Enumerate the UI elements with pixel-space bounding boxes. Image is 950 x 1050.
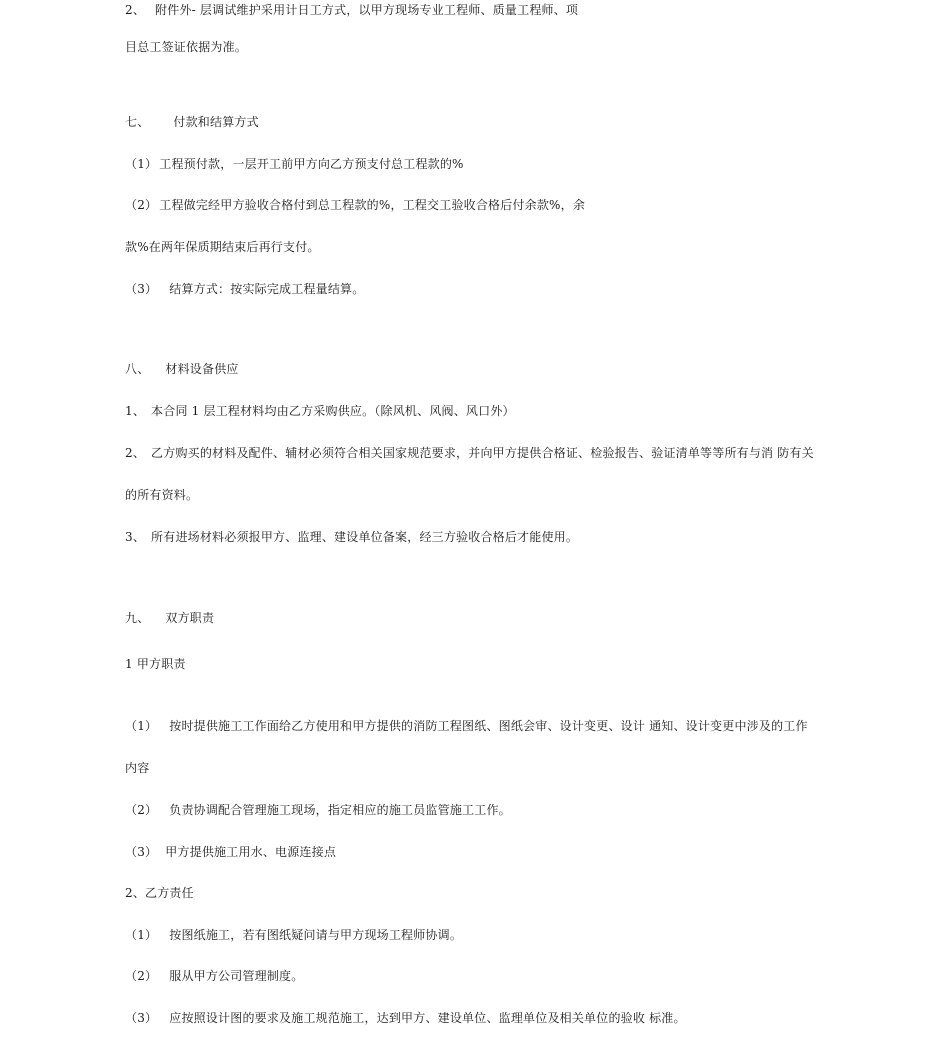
item-text: 甲方提供施工用水、电源连接点 — [165, 845, 337, 859]
item-number: 3、 — [125, 530, 146, 544]
item-number: （3） — [125, 845, 158, 859]
section-9-heading — [125, 610, 214, 626]
item-number: （3） — [125, 282, 158, 296]
clause-9a-item-2 — [125, 802, 511, 818]
item-text: 附件外- 层调试维护采用计日工方式，以甲方现场专业工程师、质量工程师、项 — [155, 3, 579, 17]
clause-9b-item-3 — [125, 1010, 686, 1026]
item-number: （2） — [125, 803, 158, 817]
item-number: （2） — [125, 969, 158, 983]
item-number: （1） — [125, 719, 158, 733]
clause-9b-item-2 — [125, 968, 303, 984]
clause-8-item-2 — [125, 445, 814, 461]
clause-7-item-1 — [125, 156, 464, 172]
section-number: 七、 — [125, 115, 150, 129]
item-number: （2） — [125, 198, 158, 212]
subsection-party-b: 2、乙方责任 — [125, 886, 194, 900]
item-number: 1、 — [125, 404, 146, 418]
subsection-party-a: 1 甲方职责 — [125, 657, 186, 671]
clause-7-item-3 — [125, 281, 364, 297]
clause-9b-item-1 — [125, 927, 462, 943]
item-text: 按图纸施工，若有图纸疑问请与甲方现场工程师协调。 — [169, 928, 463, 942]
item-text: 所有进场材料必须报甲方、监理、建设单位备案，经三方验收合格后才能使用。 — [151, 530, 579, 544]
section-7-heading — [125, 114, 259, 130]
clause-6-item-2-continuation: 目总工签证依据为准。 — [125, 40, 248, 54]
clause-8-item-3 — [125, 529, 578, 545]
item-text: 服从甲方公司管理制度。 — [169, 969, 304, 983]
item-text: 应按照设计图的要求及施工规范施工，达到甲方、建设单位、监理单位及相关单位的验收 标准。 — [169, 1011, 686, 1025]
item-text: 工程做完经甲方验收合格付到总工程款的%，工程交工验收合格后付余款%，余 — [159, 198, 586, 212]
item-text: 本合同 1 层工程材料均由乙方采购供应。（除风机、风阀、风口外） — [151, 404, 515, 418]
section-number: 八、 — [125, 362, 150, 376]
section-title: 材料设备供应 — [165, 362, 239, 376]
item-text: 负责协调配合管理施工现场，指定相应的施工员监管施工工作。 — [169, 803, 511, 817]
clause-7-item-2 — [125, 197, 585, 213]
section-title: 付款和结算方式 — [173, 115, 259, 129]
clause-8-item-2-continuation: 的所有资料。 — [125, 488, 199, 502]
section-number: 九、 — [125, 611, 150, 625]
item-text: 工程预付款，一层开工前甲方向乙方预支付总工程款的% — [159, 157, 464, 171]
item-number: 2、 — [125, 446, 146, 460]
item-number: （1） — [125, 157, 158, 171]
section-8-heading — [125, 361, 239, 377]
clause-9a-item-1-continuation: 内容 — [125, 761, 150, 775]
item-number: （3） — [125, 1011, 158, 1025]
clause-6-item-2 — [125, 2, 578, 18]
section-title: 双方职责 — [165, 611, 215, 625]
clause-9a-item-1 — [125, 718, 808, 734]
item-number: （1） — [125, 928, 158, 942]
item-text: 按时提供施工工作面给乙方使用和甲方提供的消防工程图纸、图纸会审、设计变更、设计 通知、设计变更中涉及的工作 — [169, 719, 808, 733]
item-text: 结算方式：按实际完成工程量结算。 — [169, 282, 365, 296]
item-number: 2、 — [125, 3, 146, 17]
clause-7-item-2-continuation: 款%在两年保质期结束后再行支付。 — [125, 240, 320, 254]
clause-8-item-1 — [125, 403, 515, 419]
item-text: 乙方购买的材料及配件、辅材必须符合相关国家规范要求，并向甲方提供合格证、检验报告、验证清单等等所有与消 防有关 — [151, 446, 814, 460]
clause-9a-item-3 — [125, 844, 336, 860]
